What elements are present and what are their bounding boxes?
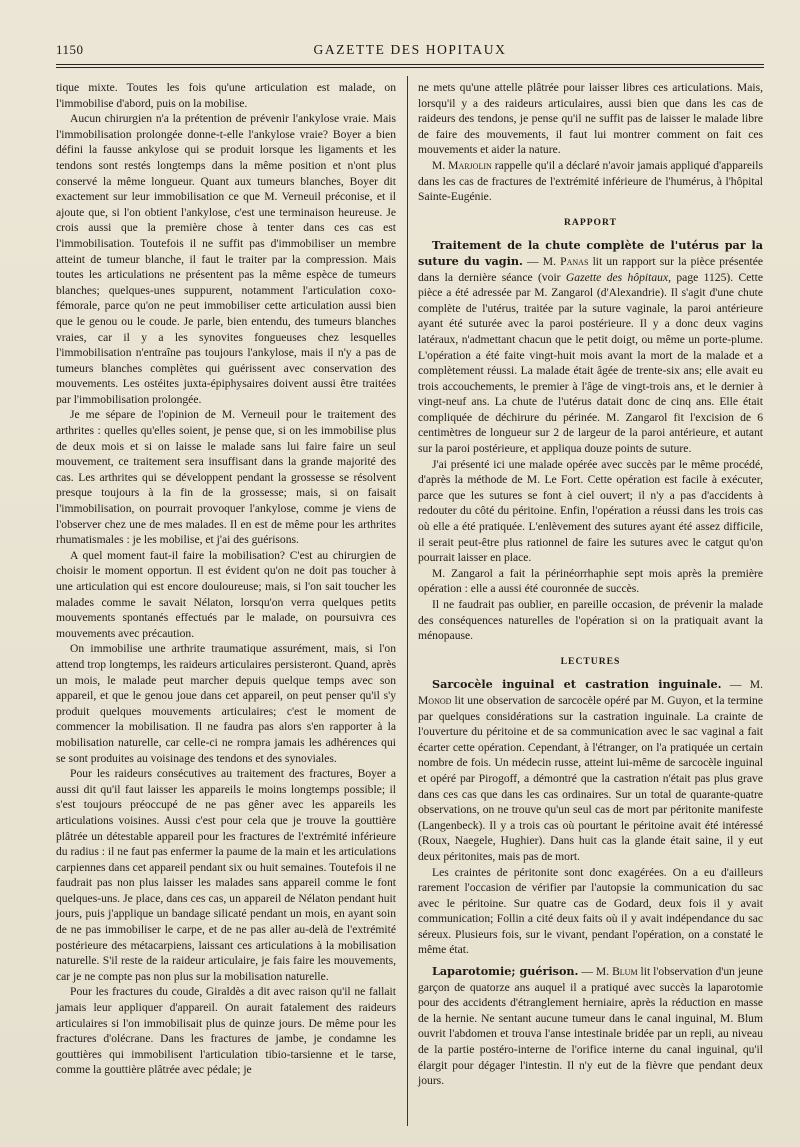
paragraph: Il ne faudrait pas oublier, en pareille occasion, de prévenir la malade des conséquences naturelles de l'opération si on la pratiquait avant la ménopause.: [418, 598, 763, 643]
paragraph: M. Zangarol a fait la périnéorrhaphie sept mois après la première opération : elle a aussi été couronnée de succès.: [418, 566, 763, 596]
speaker-name: M. Monod: [418, 678, 763, 707]
paragraph-text: , page 1125). Cette pièce a été adressée par M. Zangarol (d'Alexandrie). Il s'agit d'une chute complète de l'utérus, traitée par la suture vaginale, la paroi antérieure ayant été suturée avec la paroi postérieure. Il y a donc deux vagins latéraux, n'admettant chacun que le petit doigt, ou même un porte-plume. L'opération a été faite vingt-huit mois avant la mort de la malade et a complètement réussi. La malade était âgée de trente-six ans; elle avait eu trois accouchements, le premier à l'âge de vingt-trois ans, et le dernier à vingt-neuf ans. La chute de l'utérus datait donc de cinq ans. Elle était compliquée de déchirure du périnée. M. Zangarol fit l'excision de 6 centimètres de longueur sur 2 de largeur de la paroi antérieure, et autant sur la paroi postérieure, et appliqua douze points de suture.: [418, 270, 764, 456]
journal-reference: Gazette des hôpitaux: [565, 270, 669, 284]
paragraph: A quel moment faut-il faire la mobilisation? C'est au chirurgien de choisir le moment opportun. Il est évident qu'on ne doit pas toucher à une articulation qui est encore douloureuse; mais, si l'on sait toucher les malades comme le savait Nélaton, lorsqu'on verra quelques petits mouvements spontanés effectués par le malade, on poursuivra ces mouvements avec précaution.: [56, 548, 396, 640]
paragraph: Pour les raideurs consécutives au traitement des fractures, Boyer a aussi dit qu'il faut laisser les appareils le moins longtemps possible; il s'est toujours préoccupé de ne pas gêner avec les appareils les articulations voisines. Aussi c'est pour cela que je trouve la gouttière plâtrée un détestable appareil pour les fractures de l'extrémité inférieure du radius : il ne faut pas enfermer la paume de la main et les articulations carpiennes dans cet appareil pendant six ou huit semaines. Toutefois il ne faudrait pas non plus laisser les malades sans appareil comme le font quelques-uns. Je place, dans ces cas, un appareil de Nélaton pendant huit jours, puis j'applique un bandage silicaté pendant un mois, en ayant soin de ne pas immobiliser le carpe, et de ne pas aller au-delà de l'extrémité postérieure des métacarpiens, laissant ces articulations à la mobilisation naturelle. S'il reste de la raideur articulaire, je fais faire les mouvements, car je ne compte pas non plus sur la mobilisation naturelle.: [56, 767, 396, 983]
paragraph: Traitement de la chute complète de l'utérus par la suture du vagin. — M. Panas lit un rapport sur la pièce présentée dans la dernière séance (voir Gazette des hôpitaux, page 1125). Cette pièce a été adressée par M. Zangarol (d'Alexandrie). Il s'agit d'une chute complète de l'utérus, traitée par la suture vaginale, la paroi antérieure ayant été suturée avec la paroi postérieure. Il y a donc deux vagins latéraux, n'admettant chacun que le petit doigt, ou même un porte-plume. L'opération a été faite vingt-huit mois avant la mort de la malade et a complètement réussi. La malade était âgée de trente-six ans; elle avait eu trois accouchements, le premier à l'âge de vingt-trois ans, et le dernier à vingt-neuf ans. La chute de l'utérus datait donc de cinq ans. Elle était compliquée de déchirure du périnée. M. Zangarol fit l'excision de 6 centimètres de longueur sur 2 de largeur de la paroi antérieure, et autant sur la paroi postérieure, et appliqua douze points de suture.: [418, 238, 764, 456]
section-heading-rapport: RAPPORT: [563, 216, 618, 228]
paragraph: J'ai présenté ici une malade opérée avec succès par le même procédé, d'après la méthode de M. Le Fort. Cette opération est facile à exécuter, parce que les sutures se font à ciel ouvert; il n'y a pas d'accidents à redouter du côté du péritoine. Enfin, l'opération a réussi dans les trois cas où elle a été pratiquée. L'enlèvement des sutures ayant été assez difficile, il serait peut-être plus rationnel de faire les sutures avec le catgut qu'on pourrait laisser en place.: [418, 457, 763, 565]
paragraph-text: lit une observation de sarcocèle opéré par M. Guyon, et la termine par quelques considérations sur la castration inguinale. La crainte de l'ouverture du péritoine et de sa communication avec le sac vaginal a fait écarter cette opération. Cependant, à l'étranger, on l'a pratiquée un certain nombre de fois. Un médecin russe, atteint lui-même de sarcocèle inguinal et opéré par Pirogoff, a démontré que la castration n'était pas plus grave dans ces cas que dans les cas ordinaires. Sur un total de quarante-quatre observations, on ne trouve qu'un seul cas de mort par péritonite manifeste (Langenbeck). Il y a trois cas où pourtant le péritoine avait été intéressé (Roux, Naegele, Hughier). Dans huit cas la glande était saine, il y eut deux péritonites, mais pas de mort.: [418, 693, 763, 863]
paragraph: Laparotomie; guérison. — M. Blum lit l'observation d'un jeune garçon de quatorze ans auquel il a pratiqué avec succès la laparotomie pour des accidents d'étranglement herniaire, après la réduction en masse de la hernie. Ne sentant aucune tumeur dans le canal inguinal, M. Blum ouvrit l'abdomen et trouva l'anse intestinale bridée par un repli, au niveau de la partie postéro-interne de l'orifice interne du canal inguinal, qu'il élargit pour dégager l'intestin. Il n'y eut de la fièvre que pendant deux jours.: [418, 964, 763, 1088]
paragraph: Pour les fractures du coude, Giraldès a dit avec raison qu'il ne fallait jamais leur appliquer d'appareil. On aurait fatalement des raideurs articulaires si l'on immobilisait plus de quinze jours. De même pour les fractures d'olécrane. Dans les fractures de jambe, je condamne les gouttières qui immobilisent l'articulation tibio-tarsienne et le tarse, comme la gouttière plâtrée avec pédale; je: [56, 985, 396, 1077]
speaker-name: M. Marjolin: [432, 158, 492, 172]
paragraph: On immobilise une arthrite traumatique assurément, mais, si l'on attend trop longtemps, les raideurs articulaires persisteront. Quand, après un mois, le malade peut marcher depuis quelque temps avec son appareil, et que le genou joue dans cet appareil, on peut penser qu'il s'y produit quelques mouvements articulaires; c'est le moment de commencer la mobilisation. Il ne faudra pas alors s'en rapporter à la mobilisation naturelle, car celle-ci ne rompra jamais les adhérences qui se sont produites au voisinage des tendons et des synoviales.: [56, 642, 396, 765]
paragraph-text: lit l'observation d'un jeune garçon de quatorze ans auquel il a pratiqué avec succès la laparotomie pour des accidents d'étranglement herniaire, après la réduction en masse de la hernie. Ne sentant aucune tumeur dans le canal inguinal, M. Blum ouvrit l'abdomen et trouva l'anse intestinale bridée par un repli, au niveau de la partie postéro-interne de l'orifice interne du canal inguinal, qu'il élargit pour dégager l'intestin. Il n'y eut de la fièvre que pendant deux jours.: [418, 965, 763, 1088]
article-lead: Laparotomie; guérison.: [432, 964, 579, 979]
article-lead: Sarcocèle inguinal et castration inguinale.: [432, 677, 722, 692]
paragraph: Sarcocèle inguinal et castration inguinale. — M. Monod lit une observation de sarcocèle opéré par M. Guyon, et la termine par quelques considérations sur la castration inguinale. La crainte de l'ouverture du péritoine et de sa communication avec le sac vaginal a fait écarter cette opération. Cependant, à l'étranger, on l'a pratiquée un certain nombre de fois. Un médecin russe, atteint lui-même de sarcocèle inguinal et opéré par Pirogoff, a démontré que la castration n'était pas plus grave dans ces cas que dans les cas ordinaires. Sur un total de quarante-quatre observations, on ne trouve qu'un seul cas de mort par péritonite manifeste (Langenbeck). Il y a trois cas où pourtant le péritoine avait été intéressé (Roux, Naegele, Hughier). Dans huit cas la glande était saine, il y eut deux péritonites, mais pas de mort.: [418, 677, 763, 863]
paragraph-text: lit un rapport sur la pièce présentée dans la dernière séance (voir: [418, 254, 764, 284]
article-lead: Traitement de la chute complète de l'utérus par la suture du vagin.: [418, 238, 763, 268]
left-column: [56, 80, 396, 1078]
column-divider: [407, 76, 408, 1126]
paragraph: Les craintes de péritonite sont donc exagérées. On a eu d'ailleurs rarement l'occasion de vérifier par l'autopsie la communication du sac avec le péritoine. Sur quatre cas de Godard, deux fois il y avait communication; Follin a cité deux faits où il y avait indépendance du sac séreux. Plusieurs fois, sur le vivant, pendant l'opération, on a constaté le même état.: [418, 865, 763, 957]
speaker-name: M. Panas: [542, 254, 589, 268]
page-number: 1150: [56, 42, 84, 57]
page-header: [56, 38, 764, 62]
paragraph: Je me sépare de l'opinion de M. Verneuil pour le traitement des arthrites : quelles qu'elles soient, je pense que, si on les immobilise plus de deux mois et si on laisse le malade sans lui faire faire un seul mouvement, ce traitement sera insuffisant dans la grande majorité des cas. Les arthrites qui se développent pendant la grossesse se résolvent presque toujours à la fin de la grossesse; mais, si on faisait l'immobilisation, on pourrait provoquer l'ankylose, comme je viens de l'observer chez une de mes malades. Il en est de même pour les arthrites rhumatismales : je les mobilise, et j'ai des guérisons.: [56, 408, 396, 547]
speaker-name: M. Blum: [595, 965, 638, 979]
paragraph: tique mixte. Toutes les fois qu'une articulation est malade, on l'immobilise d'abord, puis on la mobilise.: [56, 81, 396, 110]
paragraph: ne mets qu'une attelle plâtrée pour laisser libres ces articulations. Mais, lorsqu'il y a des raideurs articulaires, aussi bien que dans les cas de raideurs des tendons, je pense qu'il ne suffit pas de laisser le malade libre de faire des mouvements, il faut lui montrer comment on fait ces mouvements et aider la nature.: [418, 81, 763, 157]
section-heading-lectures: LECTURES: [560, 655, 621, 667]
right-column: [418, 80, 763, 1089]
paragraph: [418, 158, 763, 205]
header-rule: [56, 64, 764, 68]
paragraph: Aucun chirurgien n'a la prétention de prévenir l'ankylose vraie. Mais l'immobilisation prolongée donne-t-elle l'ankylose vraie? Boyer a bien défini la fausse ankylose qui se produit lorsque les ligaments et les tendons sont restés longtemps dans la même position et n'ont plus conservé la même longueur. Quant aux tumeurs blanches, Boyer dit exactement sur leur immobilisation ce que M. Verneuil préconise, et il ajoute que, si l'on obtient l'ankylose, c'est une terminaison heureuse. Je crois aussi que la première chose à tenter dans ces cas est l'immobilisation. Toutefois il ne suffit pas d'immobiliser un membre atteint de tumeur blanche, il faut le traiter par la compression. Mais toutes les articulations ne présentent pas la même espèce de tumeurs blanches; quelques-unes suppurent, notamment l'articulation coxo-fémorale, parce qu'on ne peut immobiliser cette articulation aussi bien que le genou ou le coude. Je parle, bien entendu, des tumeurs blanches vraies, car il y a les synovites fongueuses chez lesquelles l'immobilisation n'entraîne pas toujours l'ankylose, mais il n'y a pas de tumeurs blanches complètes qui guérissent avec conservation des mouvements. Les ostéites juxta-épiphysaires doivent aussi être traitées par l'immobilisation prolongée.: [56, 112, 396, 406]
paragraph-text: rappelle qu'il a déclaré n'avoir jamais appliqué d'appareils dans les cas de fractures de l'extrémité inférieure de l'humérus, à l'hôpital Sainte-Eugénie.: [418, 158, 763, 204]
journal-title: GAZETTE DES HOPITAUX: [313, 42, 507, 57]
